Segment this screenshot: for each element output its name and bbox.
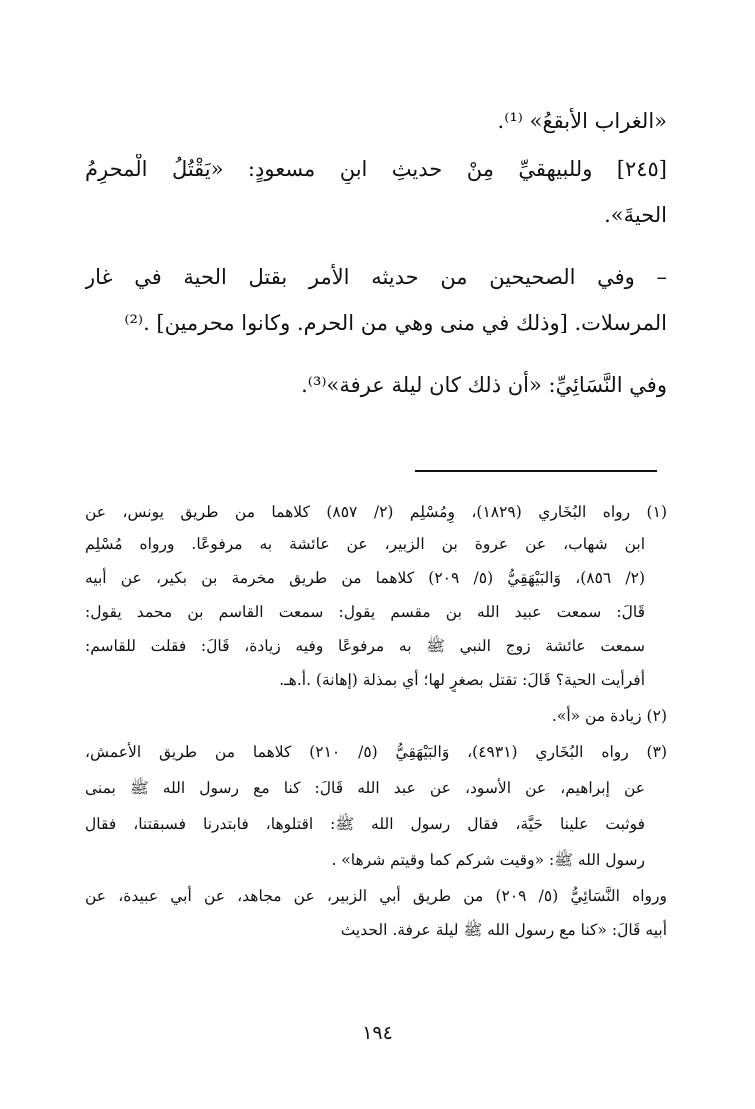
page-number: ١٩٤ (362, 1022, 393, 1044)
main-line-6: وفي النَّسَائِيِّ: «أن ذلك كان ليلة عرفة»⁽³⁾. (301, 373, 667, 397)
main-line-3: الحيةَ». (604, 203, 667, 227)
main-line-4: – وفي الصحيحين من حديثه الأمر بقتل الحية في غار (85, 265, 667, 289)
footnote-1-line-4: قَالَ: سمعت عبيد الله بن مقسم يقول: سمعت القاسم بن محمد يقول: (85, 603, 645, 621)
footnote-1-line-5: سمعت عائشة زوج النبي ﷺ به مرفوعًا وفيه زيادة، قَالَ: فقلت للقاسم: (85, 637, 645, 655)
footnote-1-line-2: ابن شهاب، عن عروة بن الزبير، عن عائشة به مرفوعًا. ورواه مُسْلِم (85, 535, 645, 553)
footnote-separator (415, 470, 657, 472)
footnote-3-line-5: ورواه النَّسَائِيُّ (٥/ ٢٠٩) من طريق أبي الزبير، عن مجاهد، عن أبي عبيدة، عن (85, 887, 667, 905)
footnote-1-line-6: أفرأيت الحية؟ قَالَ: تقتل بصغرٍ لها؛ أي بمذلة (إهانة) .أ.هـ. (279, 671, 645, 689)
footnote-3-line-2: عن إبراهيم، عن الأسود، عن عبد الله قَالَ: كنا مع رسول الله ﷺ بمنى (85, 779, 645, 797)
main-line-1: «الغراب الأبقعُ» ⁽¹⁾. (497, 109, 667, 133)
main-line-2: [٢٤٥] وللبيهقيِّ مِنْ حديثِ ابنِ مسعودٍ: «يَقْتُلُ الْمحرِمُ (85, 157, 667, 181)
main-line-5: المرسلات. [وذلك في منى وهي من الحرم. وكانوا محرمين] .⁽²⁾ (124, 311, 667, 335)
footnote-1-line-3: (٢/ ٨٥٦)، وَالبَيْهَقِيُّ (٥/ ٢٠٩) كلاهما من طريق مخرمة بن بكير، عن أبيه (85, 569, 645, 587)
footnote-1-line-1: (١) رواه البُخَاري (١٨٢٩)، وِمُسْلِم (٢/ ٨٥٧) كلاهما من طريق يونس، عن (85, 503, 667, 521)
footnote-3-line-3: فوثبت علينا حَيَّة، فقال رسول الله ﷺ: اقتلوها، فابتدرنا فسبقتنا، فقال (85, 815, 645, 833)
footnote-3-line-6: أبيه قَالَ: «كنا مع رسول الله ﷺ ليلة عرفة. الحديث (340, 921, 667, 939)
footnote-3-line-1: (٣) رواه البُخَاري (٤٩٣١)، وَالبَيْهَقِيُّ (٥/ ٢١٠) كلاهما من طريق الأعمش، (85, 743, 667, 761)
footnote-2: (٢) زيادة من «أ». (551, 707, 667, 725)
footnote-3-line-4: رسول الله ﷺ: «وقيت شركم كما وقيتم شرها» . (331, 851, 645, 869)
